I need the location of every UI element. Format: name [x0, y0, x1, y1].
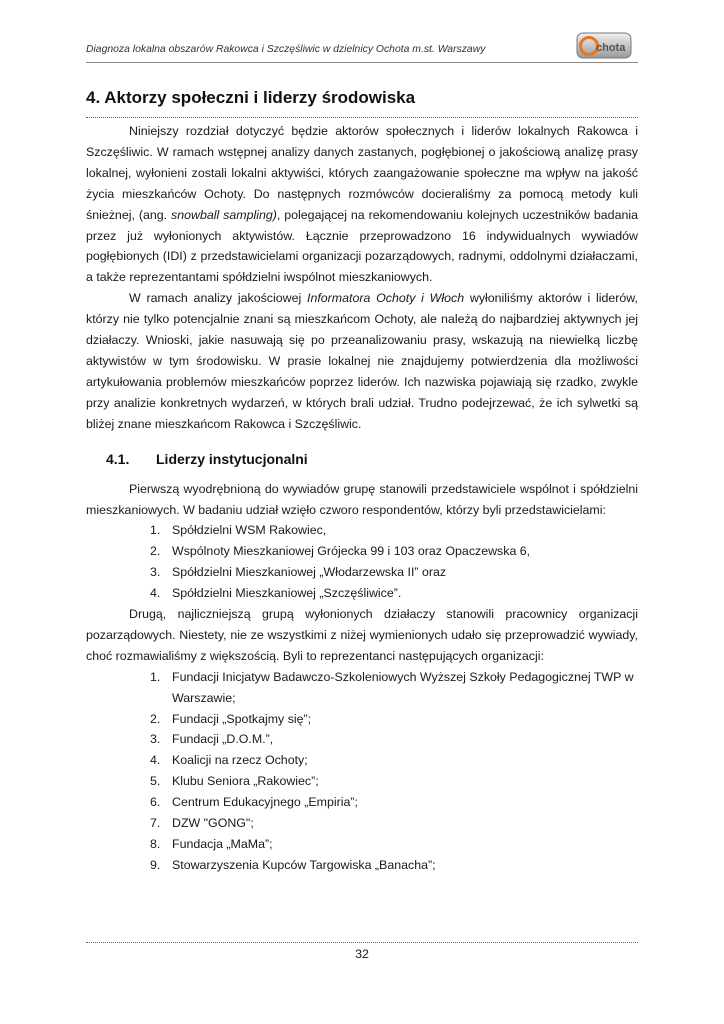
running-header — [86, 40, 638, 60]
list-item-text: Spółdzielni WSM Rakowiec, — [172, 523, 327, 538]
list-item — [86, 520, 638, 541]
list-item-number: 3. — [150, 565, 161, 580]
list-item — [86, 729, 638, 750]
list-item-text: Fundacji „Spotkajmy się”; — [172, 711, 312, 726]
running-header-title: Diagnoza lokalna obszarów Rakowca i Szczęśliwic w dzielnicy Ochota m.st. Warszawy — [86, 44, 486, 55]
list-item-text: Centrum Edukacyjnego „Empiria”; — [172, 795, 358, 810]
subsection-title: Liderzy instytucjonalni — [156, 450, 308, 467]
subsection-number: 4.1. — [106, 450, 130, 467]
list-item — [86, 813, 638, 834]
list-item — [86, 709, 638, 730]
list-item-text: Fundacja „MaMa”; — [172, 837, 273, 851]
list-item-text: DZW "GONG"; — [172, 816, 254, 831]
list-item-number: 8. — [150, 837, 161, 851]
list-item-text: Fundacji „D.O.M.”, — [172, 732, 274, 747]
list-item-text: Klubu Seniora „Rakowiec”; — [172, 774, 319, 789]
list-item-number: 2. — [150, 711, 161, 726]
list-item-text: Stowarzyszenia Kupców Targowiska „Banacha”; — [172, 857, 436, 872]
paragraph: W ramach analizy jakościowej Informatora Ochoty i Włoch wyłoniliśmy aktorów i liderów, którzy nie tylko potencjalnie znani są mieszkańcom Ochoty, ale należą do najbardziej aktywnych jej działaczy. Wnioski, jakie nasuwają się po przeanalizowaniu prasy, wskazują na niewielką liczbę aktywistów w tym środowisku. W prasie lokalnej nie znajdujemy potwierdzenia dla możliwości artykułowania problemów mieszkańców poprzez liderów. Ich nazwiska pojawiają się rzadko, zwykle przy analizie konkretnych wydarzeń, w których brali udział. Trudno podejrzewać, że ich sylwetki są bliżej znane mieszkańcom Rakowca i Szczęśliwic. — [86, 291, 638, 431]
list-item — [86, 834, 638, 855]
list-item-number: 4. — [150, 586, 161, 601]
footer-divider — [86, 942, 638, 943]
list-item — [86, 667, 638, 709]
list-item — [86, 792, 638, 813]
paragraph: Pierwszą wyodrębnioną do wywiadów grupę stanowili przedstawiciele wspólnot i spółdzielni mieszkaniowych. W badaniu udział wzięło czworo respondentów, którzy byli przedstawicielami: — [86, 481, 638, 517]
page-body — [86, 121, 638, 876]
list-item-number: 1. — [150, 669, 161, 684]
list-item-text: Spółdzielni Mieszkaniowej „Szczęśliwice”. — [172, 586, 402, 601]
list-item-text: Fundacji Inicjatyw Badawczo-Szkoleniowych Wyższej Szkoły Pedagogicznej TWP w Warszawie; — [172, 669, 634, 705]
housing-cooperatives-list — [86, 520, 638, 604]
list-item-number: 2. — [150, 544, 161, 559]
list-item-number: 7. — [150, 816, 161, 831]
paragraph: Drugą, najliczniejszą grupą wyłonionych działaczy stanowili pracownicy organizacji pozarządowych. Niestety, nie ze wszystkimi z niżej wymienionych udało się przeprowadzić wywiady, choć rozmawialiśmy z większością. Byli to reprezentanci następujących organizacji: — [86, 607, 638, 663]
ochota-logo — [576, 30, 632, 60]
page-number: 32 — [355, 947, 369, 961]
list-item-number: 1. — [150, 523, 161, 538]
list-item-number: 4. — [150, 753, 161, 768]
subsection-heading — [86, 449, 638, 469]
section-heading-divider — [86, 117, 638, 118]
header-divider — [86, 62, 638, 63]
section-number: 4. — [86, 88, 101, 107]
list-item — [86, 750, 638, 771]
list-item — [86, 583, 638, 604]
list-item-number: 9. — [150, 857, 161, 872]
section-heading — [86, 88, 415, 108]
list-item-text: Wspólnoty Mieszkaniowej Grójecka 99 i 103 oraz Opaczewska 6, — [172, 544, 531, 559]
list-item-number: 3. — [150, 732, 161, 747]
list-item-number: 5. — [150, 774, 161, 789]
section-title: Aktorzy społeczni i liderzy środowiska — [104, 88, 416, 107]
list-item — [86, 562, 638, 583]
list-item-text: Koalicji na rzecz Ochoty; — [172, 753, 308, 768]
list-item — [86, 771, 638, 792]
list-item-text: Spółdzielni Mieszkaniowej „Włodarzewska II” oraz — [172, 565, 447, 580]
svg-text:chota: chota — [596, 42, 626, 54]
list-item — [86, 541, 638, 562]
list-item — [86, 855, 638, 876]
ngo-list — [86, 667, 638, 876]
list-item-number: 6. — [150, 795, 161, 810]
paragraph: Niniejszy rozdział dotyczyć będzie aktorów społecznych i liderów lokalnych Rakowca i Szczęśliwic. W ramach wstępnej analizy danych zastanych, pogłębionej o jakościową analizę prasy lokalnej, wyłonieni zostali lokalni aktywiści, których zaangażowanie społeczne ma wpływ na jakość życia mieszkańców Ochoty. Do następnych rozmówców docieraliśmy za pomocą metody kuli śnieżnej, (ang. snowball sampling), polegającej na rekomendowaniu kolejnych uczestników badania przez już wyłonionych aktywistów. Łącznie przeprowadzono 16 indywidualnych wywiadów pogłębionych (IDI) z przedstawicielami organizacji pozarządowych, radnymi, oddolnymi działaczami, a także reprezentantami spółdzielni iwspólnot mieszkaniowych. — [86, 124, 638, 285]
